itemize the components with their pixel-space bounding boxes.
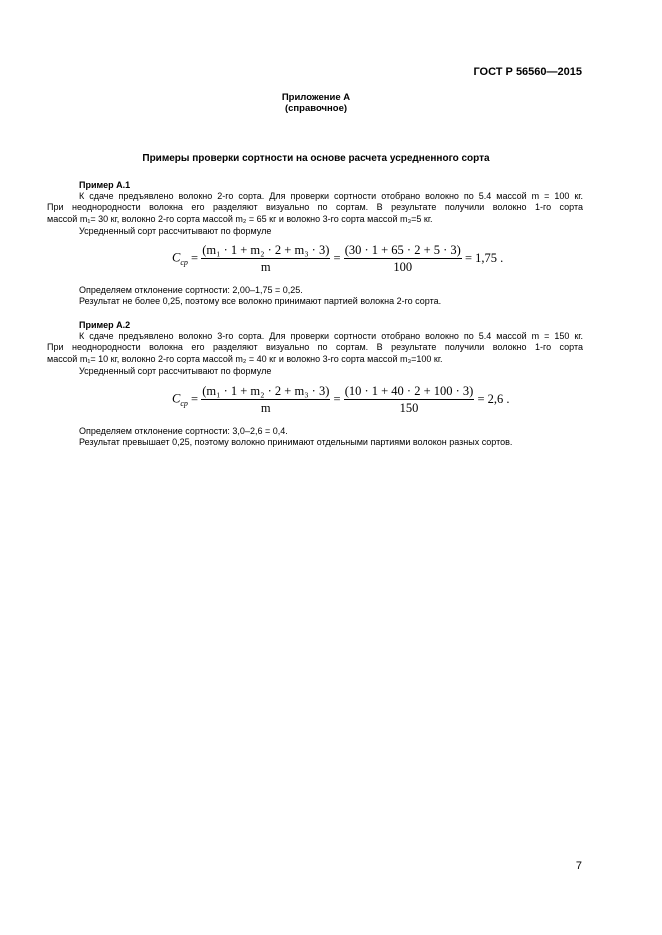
example1-paragraph — [47, 191, 583, 225]
formula-numerator-2: (30 · 1 + 65 · 2 + 5 · 3) — [344, 243, 461, 257]
example2-line-1: К сдаче предъявлено волокно 3-го сорта. Для проверки сортности отобрано волокно по 5.4 массой m = 150 кг. — [79, 331, 583, 341]
formula-denominator-2: 150 — [399, 401, 419, 415]
example2-result: Результат превышает 0,25, поэтому волокно принимают отдельными партиями волокон разных сортов. — [79, 437, 513, 447]
example1-heading: Пример А.1 — [79, 180, 131, 190]
page-number: 7 — [575, 860, 582, 872]
example2-formula: $C_{ср}$ = $\frac{\text{(m₁ · 1 + m₂ · 2 + m₃ · 3)}}{m}$ = $\frac{(10 \cdot 1 + 40 \cdot 2 + 100 \cdot 3)}{150}$ = 2,6 . — [172, 384, 510, 415]
example2-heading: Пример А.2 — [79, 320, 131, 330]
formula-fraction-2 — [344, 242, 462, 275]
formula-numerator-1: (m₁ · 1 + m₂ · 2 + m₃ · 3) — [202, 243, 330, 257]
example2-paragraph — [47, 331, 583, 365]
example2-deviation: Определяем отклонение сортности: 3,0–2,6 = 0,4. — [79, 426, 288, 436]
formula-result: = 2,6 . — [477, 392, 510, 406]
example1-result: Результат не более 0,25, поэтому все волокно принимают партией волокна 2-го сорта. — [79, 296, 442, 306]
formula-lhs-sub: ср — [180, 398, 188, 408]
example2-line-3: массой m₁= 10 кг, волокно 2-го сорта массой m₂ = 40 кг и волокно 3-го сорта массой m₃=100 кг. — [47, 353, 443, 364]
formula-result: = 1,75 . — [464, 251, 504, 265]
annex-title: Приложение А — [281, 92, 351, 103]
formula-denominator-1: m — [260, 260, 271, 274]
formula-lhs: C — [172, 391, 181, 406]
example2-formula-intro: Усредненный сорт рассчитывают по формуле — [79, 366, 272, 376]
formula-fraction-1 — [201, 242, 330, 275]
formula-numerator-2: (10 · 1 + 40 · 2 + 100 · 3) — [344, 384, 474, 398]
annex-subtitle: (справочное) — [284, 103, 348, 114]
formula-fraction-2 — [344, 383, 475, 416]
example1-formula: $C_{ср}$ = $\frac{\text{(m₁ · 1 + m₂ · 2 + m₃ · 3)}}{m}$ = $\frac{(30 \cdot 1 + 65 \cdot 2 + 5 \cdot 3)}{100}$ = 1,75 . — [172, 243, 504, 274]
example1-deviation: Определяем отклонение сортности: 2,00–1,75 = 0,25. — [79, 285, 303, 295]
example1-line-2: При неоднородности волокна его разделяют визуально по сортам. В результате получили волокно 1-го сорта — [47, 202, 583, 213]
formula-lhs: C — [172, 250, 181, 265]
formula-fraction-1 — [201, 383, 330, 416]
example1-line-3: массой m₁= 30 кг, волокно 2-го сорта массой m₂ = 65 кг и волокно 3-го сорта массой m₃=5 кг. — [47, 213, 433, 224]
formula-denominator-1: m — [260, 401, 271, 415]
standard-designation: ГОСТ Р 56560—2015 — [473, 66, 582, 78]
example1-formula-intro: Усредненный сорт рассчитывают по формуле — [79, 226, 272, 236]
section-title: Примеры проверки сортности на основе расчета усредненного сорта — [142, 153, 490, 164]
example2-line-2: При неоднородности волокна его разделяют визуально по сортам. В результате получили волокно 1-го сорта — [47, 342, 583, 353]
formula-denominator-2: 100 — [393, 260, 413, 274]
formula-numerator-1: (m₁ · 1 + m₂ · 2 + m₃ · 3) — [202, 384, 330, 398]
formula-lhs-sub: ср — [180, 257, 188, 267]
example1-line-1: К сдаче предъявлено волокно 2-го сорта. Для проверки сортности отобрано волокно по 5.4 массой m = 100 кг. — [79, 191, 583, 201]
